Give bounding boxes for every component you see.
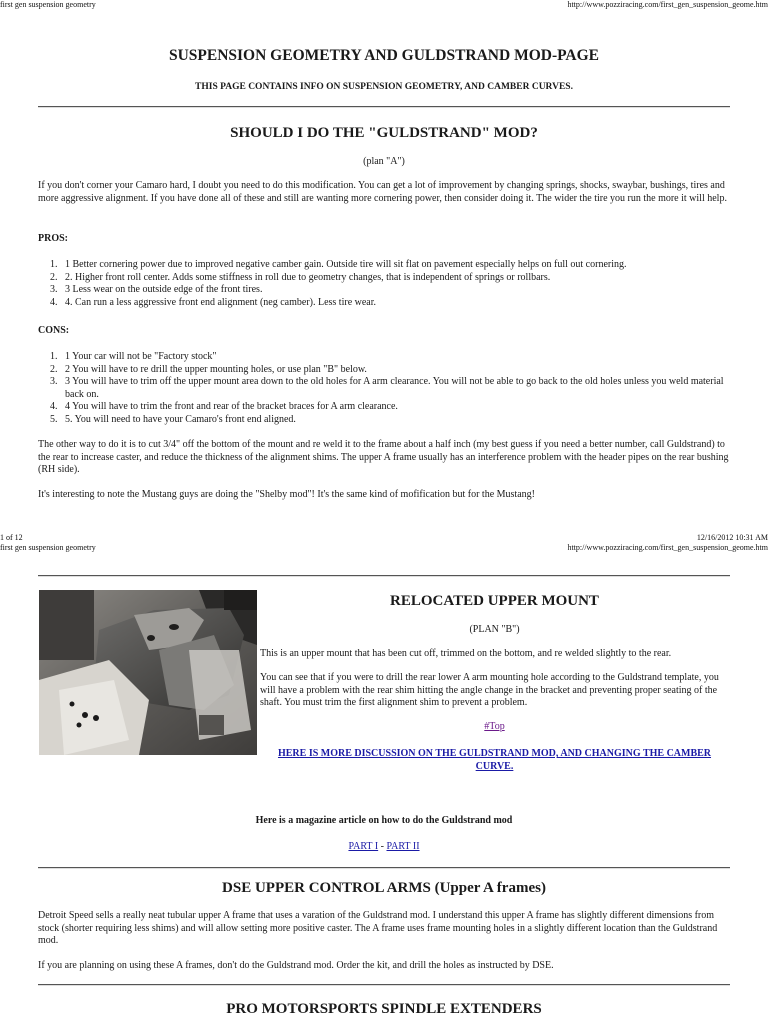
part-link-separator: -: [378, 841, 387, 852]
plan-a-label: (plan "A"): [363, 156, 405, 167]
print-header-url: http://www.pozziracing.com/first_gen_suspension_geome.htm: [567, 543, 768, 552]
pros-list: [38, 259, 730, 309]
discussion-link-wrap: [259, 748, 730, 773]
magazine-part-links: [0, 841, 768, 854]
list-item: 1. 1 Your car will not be "Factory stock": [50, 351, 217, 362]
print-footer-date: 12/16/2012 10:31 AM: [696, 533, 768, 542]
top-link-wrap: [259, 721, 730, 734]
divider: [38, 575, 730, 577]
mustang-paragraph: It's interesting to note the Mustang guys are doing the "Shelby mod"! It's the same kind of mofification but for the Mustang!: [38, 489, 535, 500]
part-1-link[interactable]: PART I: [348, 841, 379, 852]
print-header-url: http://www.pozziracing.com/first_gen_suspension_geome.htm: [567, 0, 768, 9]
relocated-mount-paragraph-2: You can see that if you were to drill the rear lower A arm mounting hole according to the Guldstrand template, you will have a problem with the rear shim hitting the angle change in the bracket and preventing proper seating of the shaft. You must trim the first alignment shim to prevent a problem.: [260, 672, 719, 709]
plan-b-label: (PLAN "B"): [469, 624, 520, 635]
cons-label: CONS:: [38, 325, 70, 336]
section-heading-spindle-extenders: PRO MOTORSPORTS SPINDLE EXTENDERS: [226, 1001, 542, 1017]
section-heading-dse: DSE UPPER CONTROL ARMS (Upper A frames): [222, 880, 546, 896]
dse-paragraph-1: Detroit Speed sells a really neat tubular upper A frame that uses a varation of the Guldstrand mod. I understand this upper A frame has slightly different dimensions from stock (shorter requiring less shims) and will allow setting more positive caster. The A frame uses frame mounting holes in a slightly different location than the Guldstrand mod.: [38, 910, 718, 947]
upper-mount-photo: [39, 590, 257, 755]
print-header-title: first gen suspension geometry: [0, 543, 96, 552]
top-link[interactable]: #Top: [484, 721, 505, 732]
list-item: 3. 3 You will have to trim off the upper mount area down to the old holes for A arm clearance. You will not be able to go back to the old holes unless you weld material back on.: [50, 376, 724, 400]
divider: [38, 106, 730, 108]
cons-list: [38, 351, 730, 427]
relocated-mount-paragraph-1: This is an upper mount that has been cut off, trimmed on the bottom, and re welded slightly to the rear.: [260, 648, 672, 659]
divider: [38, 984, 730, 986]
list-item: 4. 4. Can run a less aggressive front end alignment (neg camber). Less tire wear.: [50, 296, 377, 308]
intro-paragraph: If you don't corner your Camaro hard, I doubt you need to do this modification. You can get a lot of improvement by changing springs, shocks, swaybar, bushings, tires and more aggressive alignment. If you have done all of these and still are wanting more cornering power, then consider doing it. The wider the tire you run the more it will help.: [38, 180, 727, 204]
list-item: 5. 5. You will need to have your Camaro's front end aligned.: [50, 413, 296, 425]
divider: [38, 867, 730, 869]
other-way-paragraph: The other way to do it is to cut 3/4" off the bottom of the mount and re weld it to the frame about a half inch (my best guess if you need a better number, call Guldstrand) to the rear to increase caster, and reduce the thickness of the alignment shims. The upper A frame usually has an interference problem with the header pipes on the rear bushing (RH side).: [38, 439, 729, 476]
print-footer-page: 1 of 12: [0, 533, 23, 542]
page-title: SUSPENSION GEOMETRY AND GULDSTRAND MOD-PAGE: [168, 47, 600, 64]
list-item: 4. 4 You will have to trim the front and rear of the bracket braces for A arm clearance.: [50, 401, 398, 413]
section-heading-guldstrand: SHOULD I DO THE "GULDSTRAND" MOD?: [230, 125, 538, 141]
pros-label: PROS:: [38, 233, 68, 244]
page-subtitle: THIS PAGE CONTAINS INFO ON SUSPENSION GEOMETRY, AND CAMBER CURVES.: [195, 82, 573, 92]
list-item: 2. 2. Higher front roll center. Adds some stiffness in roll due to geometry changes, that is independent of springs or rollbars.: [50, 271, 551, 283]
magazine-article-text: Here is a magazine article on how to do the Guldstrand mod: [255, 815, 513, 826]
list-item: 3. 3 Less wear on the outside edge of the front tires.: [50, 284, 263, 296]
discussion-link[interactable]: HERE IS MORE DISCUSSION ON THE GULDSTRAND MOD, AND CHANGING THE CAMBER CURVE.: [277, 748, 712, 772]
upper-mount-photo-image: [39, 590, 257, 755]
list-item: 1. 1 Better cornering power due to improved negative camber gain. Outside tire will sit flat on pavement especially helps on full out cornering.: [50, 259, 627, 270]
list-item: 2. 2 You will have to re drill the upper mounting holes, or use plan "B" below.: [50, 363, 367, 375]
section-heading-relocated-mount: RELOCATED UPPER MOUNT: [390, 593, 599, 609]
part-2-link[interactable]: PART II: [386, 841, 420, 852]
dse-paragraph-2: If you are planning on using these A frames, don't do the Guldstrand mod. Order the kit, and drill the holes as instructed by DSE.: [38, 960, 554, 971]
print-header-title: first gen suspension geometry: [0, 0, 96, 9]
